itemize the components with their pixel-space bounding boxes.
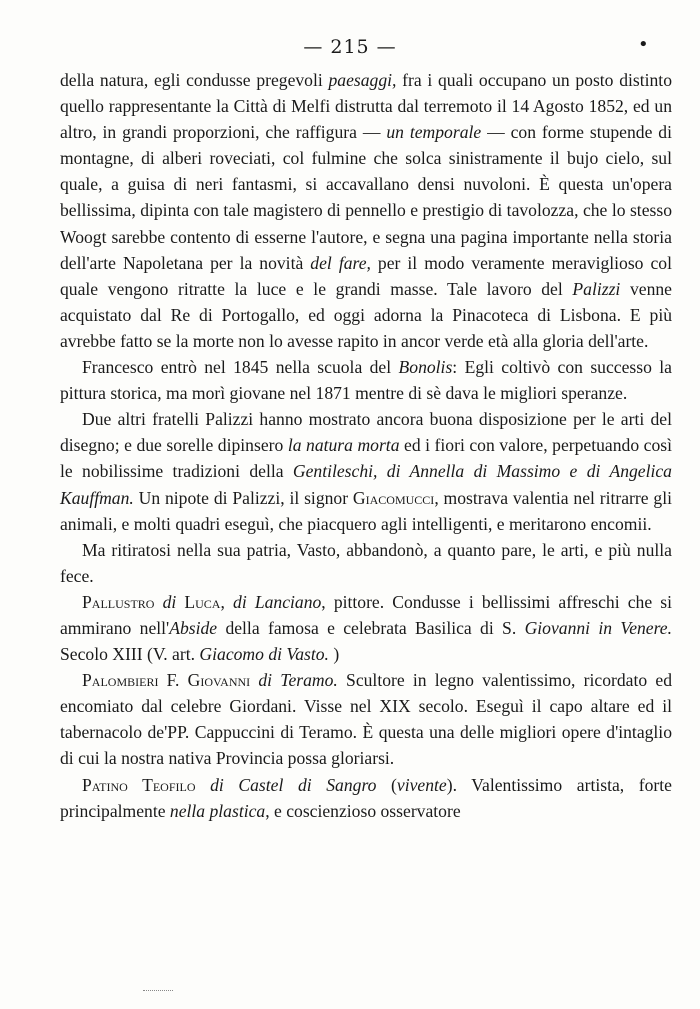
page-number: — 215 —	[303, 36, 397, 58]
corner-mark: •	[638, 34, 649, 55]
text-run: del fare,	[310, 252, 371, 273]
text-run: nella plastica	[169, 800, 266, 821]
text-run: di	[154, 591, 185, 612]
text-run: della natura, egli condusse pregevoli	[60, 70, 329, 90]
text-run: ,	[220, 591, 234, 612]
entry-patino	[60, 772, 672, 824]
text-run: Palizzi	[572, 278, 621, 299]
text-run: Due altri fratelli Palizzi hanno mostrato ancora buona disposizione per le arti del disegno; e due sorelle dipinsero	[60, 409, 672, 456]
text-run: Giacomo di Vasto.	[199, 644, 329, 665]
text-run: )	[328, 644, 340, 665]
text-run: fra i quali occupano un posto distinto quello rappresentante la Città di Melfi distrutta dal terremoto il 14 Agosto 1852, ed un altro, in grandi proporzioni, che raffigura —	[60, 70, 672, 143]
text-run: Un nipote di Palizzi, il signor	[133, 487, 353, 508]
text-run: , e coscienzioso osservatore	[265, 800, 461, 821]
text-run: di Castel di Sangro	[195, 774, 377, 795]
text-run: di Teramo.	[250, 670, 338, 691]
text-run: paesaggi,	[328, 70, 397, 90]
text-run: della famosa e celebrata Basilica di S.	[217, 617, 525, 638]
text-run: , pittore. Condusse i bellissimi affreschi che si ammirano nell'	[60, 591, 672, 638]
text-run: Francesco entrò nel 1845 nella scuola del	[82, 357, 399, 378]
text-run: Abside	[169, 617, 218, 638]
text-run: un temporale	[386, 122, 482, 143]
body-text	[60, 67, 672, 824]
page-smudge	[143, 990, 173, 993]
text-run: Giacomucci	[352, 487, 435, 508]
text-run: la natura morta	[287, 435, 400, 456]
text-run: Gentileschi, di Annella di Massimo e di Angelica Kauffman.	[60, 461, 672, 508]
paragraph-3	[60, 406, 672, 536]
text-run: Secolo XIII (V. art.	[60, 644, 200, 665]
entry-palombieri	[60, 667, 672, 771]
paragraph-2	[60, 354, 672, 406]
text-run: Palombieri F. Giovanni	[82, 670, 251, 691]
text-run: Luca	[184, 591, 221, 612]
text-run: Ma ritiratosi nella sua patria, Vasto, abbandonò, a quanto pare, le arti, e più nulla fece.	[60, 539, 672, 586]
text-run: — con forme stupende di montagne, di alberi roveciati, col fulmine che solca sinistramente il bujo cielo, sul quale, a guisa di neri fantasmi, si accavallano densi nuvoloni. È questa un'opera bellissima, dipinta con tale magistero di pennello e prestigio di tavolozza, che lo stesso Woogt sarebbe contento di esserne l'autore, e segna una pagina importante nella storia dell'arte Napoletana per la novità	[60, 122, 672, 273]
entry-pallustro	[60, 589, 672, 667]
text-run: : Egli coltivò con successo la pittura storica, ma morì giovane nel 1871 mentre di sè dava le migliori speranze.	[60, 357, 672, 404]
text-run: di Lanciano	[233, 591, 322, 612]
text-run: , mostrava valentia nel ritrarre gli animali, e molti quadri eseguì, che piacquero agli intelligenti, e meritarono encomii.	[60, 487, 672, 534]
text-run: vivente	[396, 774, 447, 795]
text-run: venne acquistato dal Re di Portogallo, ed oggi adorna la Pinacoteca di Lisbona. E più avrebbe fatto se la morte non lo avesse rapito in ancor verde età alla gloria dell'arte.	[60, 278, 672, 351]
text-run: Pallustro	[82, 591, 155, 612]
text-run: ed i fiori con valore, perpetuando così le nobilissime tradizioni della	[60, 435, 672, 482]
text-run: (	[376, 774, 397, 795]
text-run: Bonolis	[398, 357, 453, 378]
text-run: Giovanni in Venere.	[524, 617, 673, 638]
text-run: ). Valentissimo artista, forte principalmente	[60, 774, 672, 821]
paragraph-4	[60, 537, 672, 589]
paragraph-1	[60, 67, 672, 354]
text-run: Scultore in legno valentissimo, ricordato ed encomiato dal celebre Giordani. Visse nel XIX secolo. Eseguì il capo altare ed il tabernacolo de'PP. Cappuccini di Teramo. È questa una delle migliori opere d'intaglio di cui la nostra nativa Provincia possa gloriarsi.	[60, 670, 672, 769]
text-run: per il modo veramente meraviglioso col quale vengono ritratte la luce e le grandi masse. Tale lavoro del	[60, 252, 672, 299]
text-run: Patino Teofilo	[82, 774, 196, 795]
